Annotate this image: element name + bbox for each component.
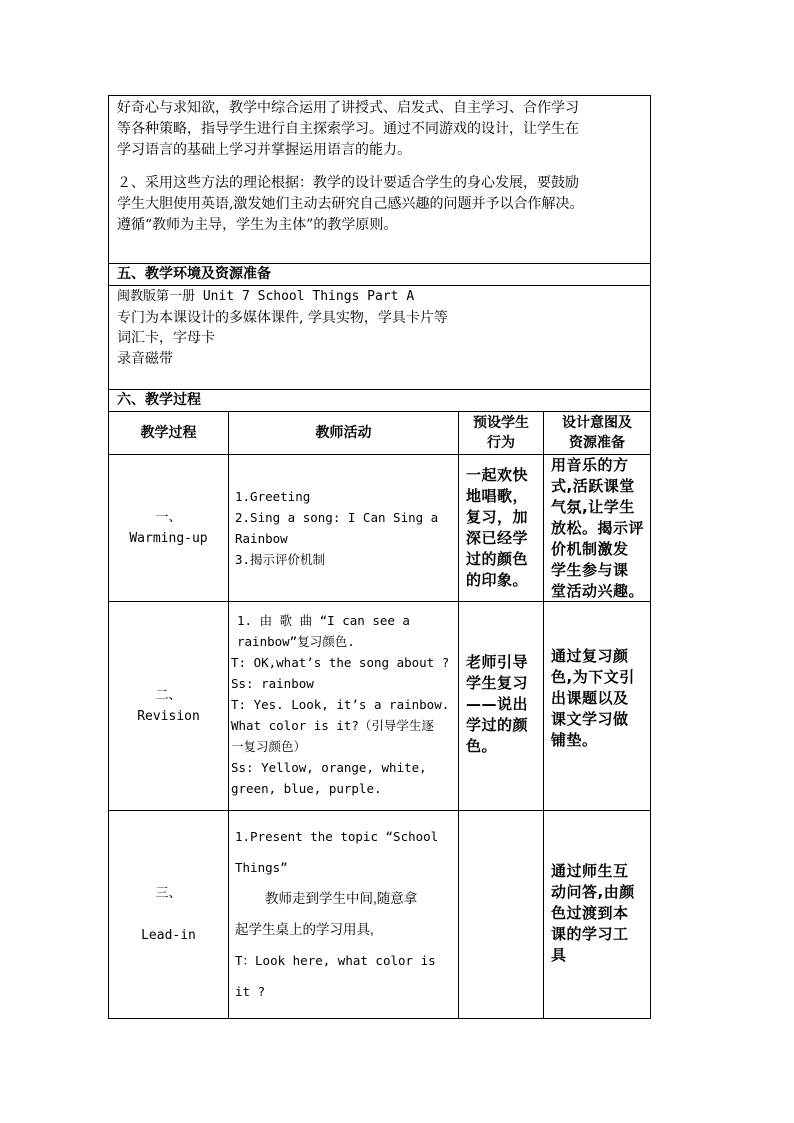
- column-header-teacher: 教师活动: [229, 412, 459, 454]
- stage-cell: 二、 Revision: [109, 602, 229, 810]
- section-heading-environment: 五、教学环境及资源准备: [109, 264, 650, 286]
- resource-line: 闽教版第一册 Unit 7 School Things Part A: [117, 289, 415, 304]
- table-row: [109, 455, 650, 602]
- text-line: 等各种策略，指导学生进行自主探索学习。通过不同游戏的设计，让学生在: [117, 121, 579, 137]
- column-header-stage: 教学过程: [109, 412, 229, 454]
- table-row: [109, 811, 650, 1018]
- intro-para2: [117, 173, 642, 236]
- section-heading-process: 六、教学过程: [109, 390, 650, 412]
- stage-cell: 三、 Lead-in: [109, 811, 229, 1018]
- design-intent-cell: 通过师生互 动问答,由颜 色过渡到本 课的学习工 具: [551, 862, 635, 964]
- text-line: 学生大胆使用英语,激发她们主动去研究自己感兴趣的问题并予以合作解决。: [117, 196, 584, 212]
- intro-para1: [117, 98, 642, 161]
- table-header-row: [109, 412, 650, 455]
- table-row: [109, 602, 650, 811]
- lesson-plan-table: [108, 95, 651, 1019]
- teacher-activity-cell: 1.Present the topic “School Things” 教师走到学生中间,随意拿 起学生桌上的学习用具, T：Look here, what color is it ?: [229, 811, 459, 1018]
- student-behavior-cell: [459, 811, 544, 1018]
- text-line: ２、采用这些方法的理论根据：教学的设计要适合学生的身心发展，要鼓励: [117, 175, 579, 191]
- student-behavior-cell: 一起欢快 地唱歌， 复习，加 深已经学 过的颜色 的印象。: [459, 455, 544, 601]
- resource-line: 专门为本课设计的多媒体课件, 学具实物，学具卡片等: [117, 309, 448, 326]
- student-behavior-cell: 老师引导 学生复习 ——说出 学过的颜 色。: [459, 602, 544, 810]
- text-line: 好奇心与求知欲，教学中综合运用了讲授式、启发式、自主学习、合作学习: [117, 100, 579, 116]
- design-intent-cell: 通过复习颜 色,为下文引 出课题以及 课文学习做 铺垫。: [551, 647, 635, 749]
- design-intent-cell: 用音乐的方 式,活跃课堂 气氛,让学生 放松。揭示评 价机制激发 学生参与课 堂活动兴趣。: [551, 456, 645, 600]
- resource-line: 录音磁带: [117, 350, 173, 367]
- teacher-activity-cell: 1. 由 歌 曲 “I can see a rainbow”复习颜色. T: OK,what’s the song about ? Ss: rainbow T: Yes. Look, it’s a rainbow. What color is it?（引导学生逐 一复习颜色） Ss: Yellow, orange, white, green, blue, purple.: [229, 602, 459, 810]
- resources-cell: [109, 286, 650, 390]
- column-header-intent: 设计意图及 资源准备: [562, 415, 632, 451]
- teacher-activity-cell: 1.Greeting 2.Sing a song: I Can Sing a Rainbow 3.揭示评价机制: [229, 455, 459, 601]
- text-line: 遵循“教师为主导，学生为主体”的教学原则。: [117, 217, 398, 233]
- resource-line: 词汇卡，字母卡: [117, 330, 215, 346]
- column-header-student: 预设学生 行为: [459, 412, 544, 454]
- method-rationale-cell: [109, 96, 650, 264]
- text-line: 学习语言的基础上学习并掌握运用语言的能力。: [117, 142, 411, 158]
- stage-cell: 一、 Warming-up: [109, 455, 229, 601]
